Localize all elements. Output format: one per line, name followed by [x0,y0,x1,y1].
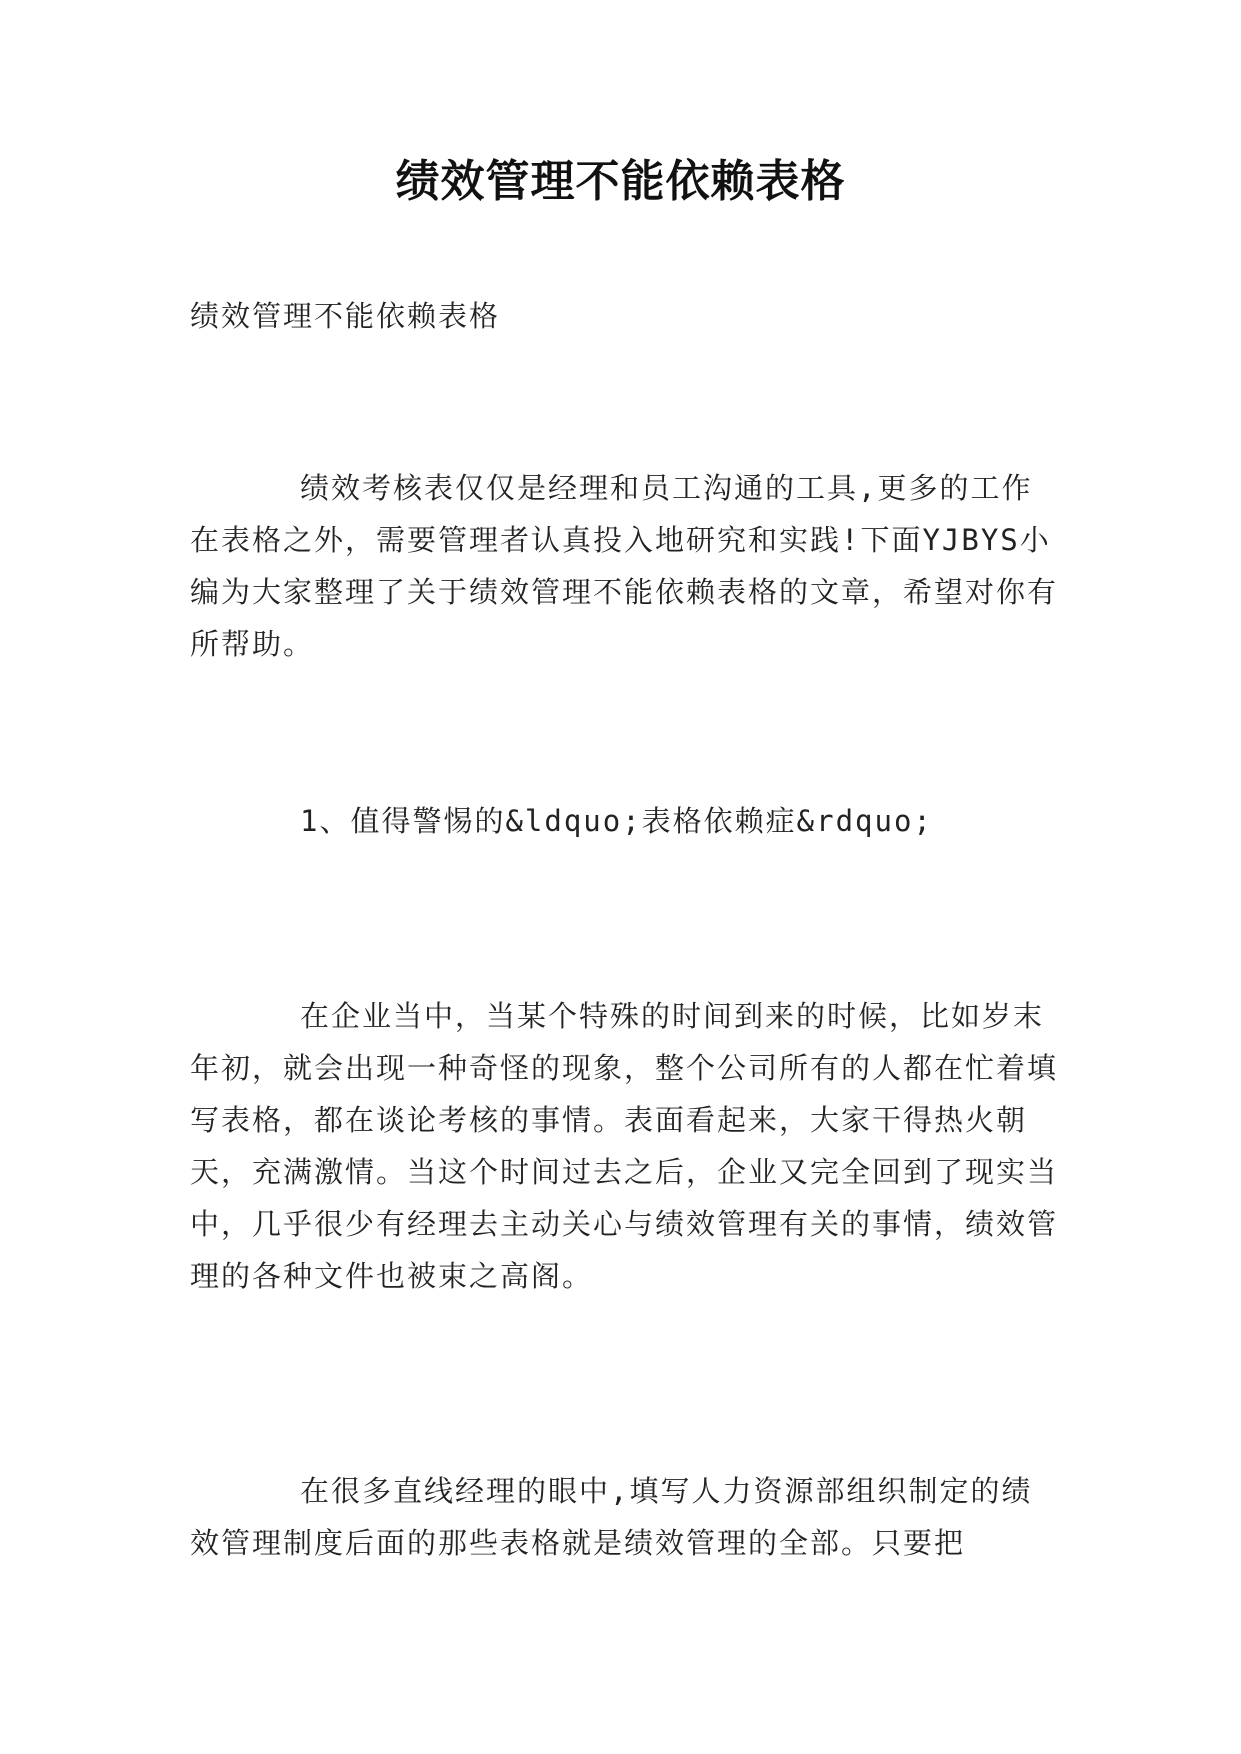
document-subtitle: 绩效管理不能依赖表格 [190,299,501,333]
section-heading-1: 1、值得警惕的&ldquo;表格依赖症&rdquo; [300,804,933,838]
paragraph-phenomenon: 在企业当中，当某个特殊的时间到来的时候，比如岁末年初，就会出现一种奇怪的现象，整个公司所有的人都在忙着填写表格，都在谈论考核的事情。表面看起来，大家干得热火朝天，充满激情。当这个时间过去之后，企业又完全回到了现实当中，几乎很少有经理去主动关心与绩效管理有关的事情，绩效管理的各种文件也被束之高阁。 [190,999,1059,1293]
paragraph-managers-view: 在很多直线经理的眼中,填写人力资源部组织制定的绩效管理制度后面的那些表格就是绩效管理的全部。只要把 [190,1474,1033,1560]
document-title: 绩效管理不能依赖表格 [395,156,846,207]
paragraph-intro: 绩效考核表仅仅是经理和员工沟通的工具,更多的工作在表格之外，需要管理者认真投入地研究和实践!下面YJBYS小编为大家整理了关于绩效管理不能依赖表格的文章，希望对你有所帮助。 [190,471,1059,661]
